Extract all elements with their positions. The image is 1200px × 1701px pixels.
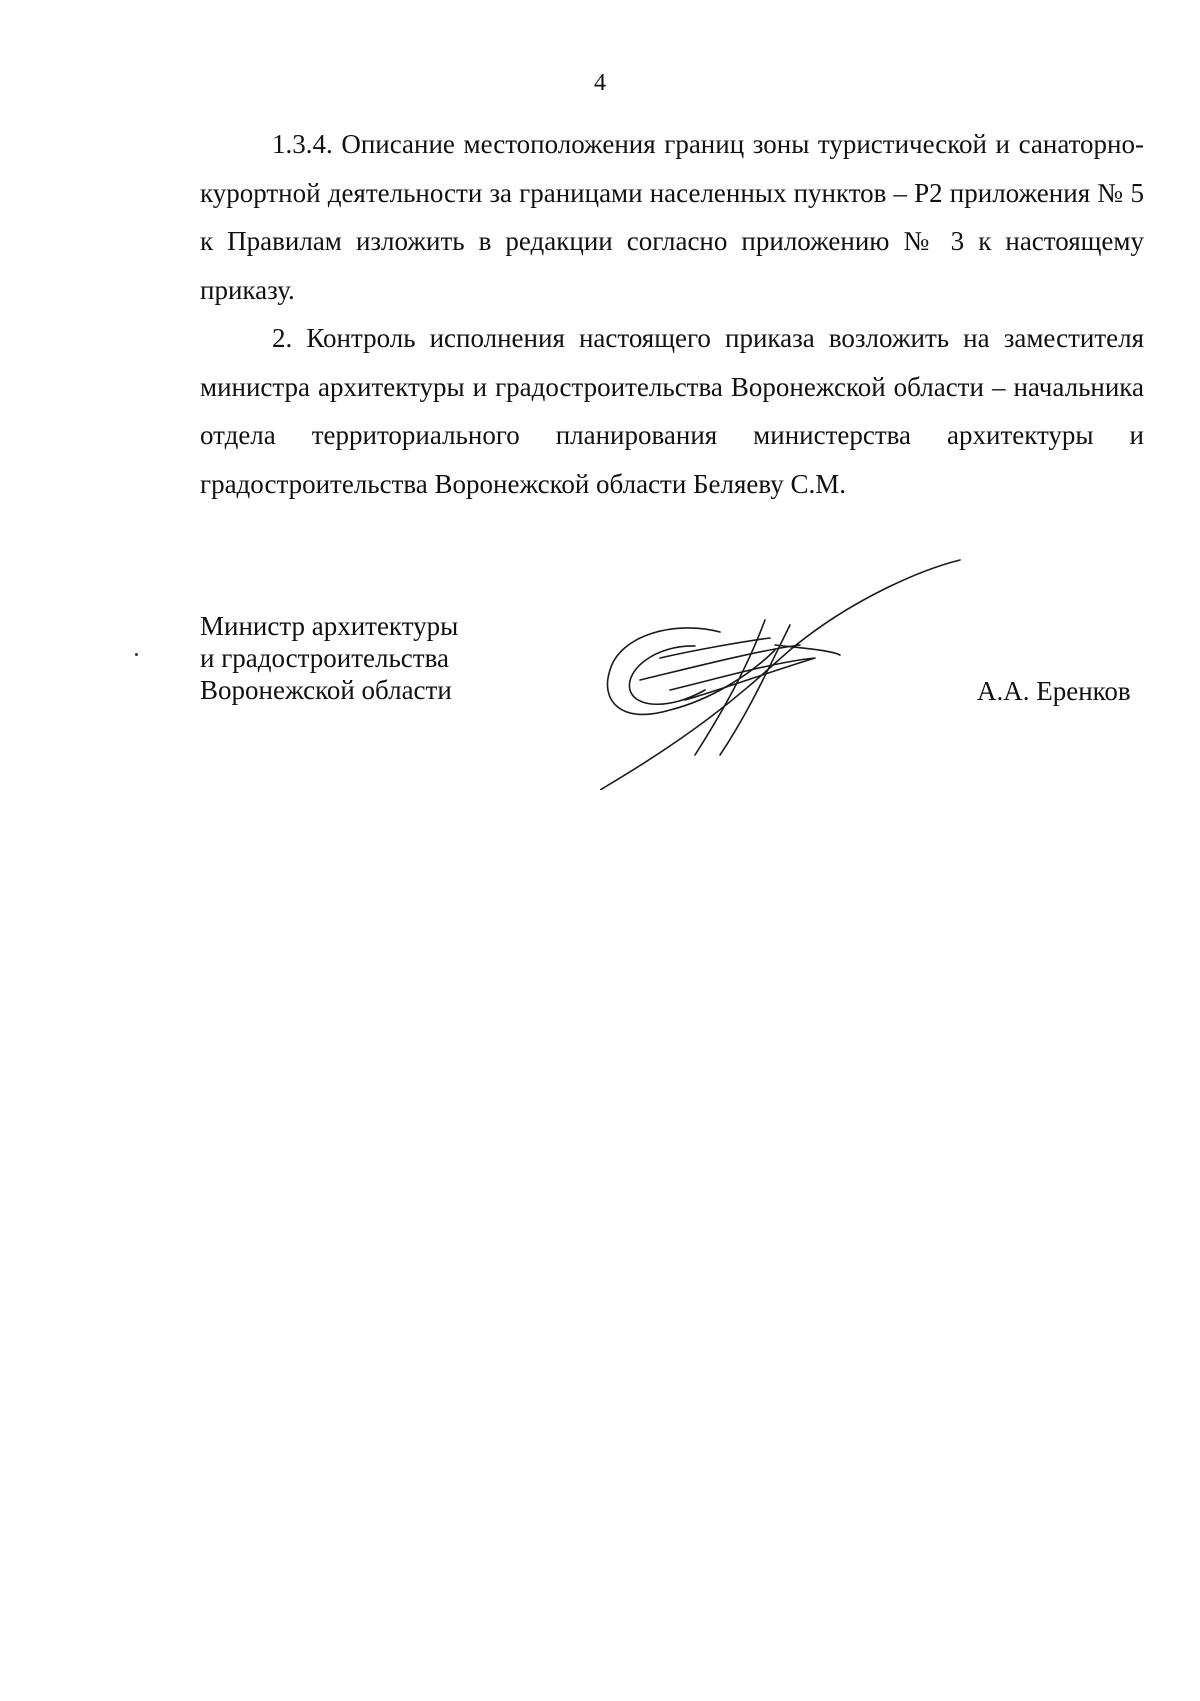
signer-title-line: Министр архитектуры	[200, 611, 459, 641]
signer-name: А.А. Еренков	[977, 676, 1131, 706]
handwritten-signature	[600, 550, 980, 790]
document-body	[200, 120, 1144, 508]
paragraph-2-control: 2. Контроль исполнения настоящего приказа возложить на заместителя министра архитектуры и градостроительства Воронежской области – начальника отдела территориального планирования министерства архитектуры и градостроительства Воронежской области Беляеву С.М.	[200, 323, 1144, 499]
signer-title-line: Воронежской области	[200, 675, 452, 705]
paragraph-1-3-4: 1.3.4. Описание местоположения границ зоны туристической и санаторно-курортной деятельности за границами населенных пунктов – Р2 приложения № 5 к Правилам изложить в редакции согласно приложению № 3 к настоящему приказу.	[200, 129, 1144, 305]
stray-dot	[135, 653, 138, 656]
signer-title	[200, 610, 458, 706]
signer-title-line: и градостроительства	[200, 643, 449, 673]
page-number: 4	[594, 70, 606, 96]
